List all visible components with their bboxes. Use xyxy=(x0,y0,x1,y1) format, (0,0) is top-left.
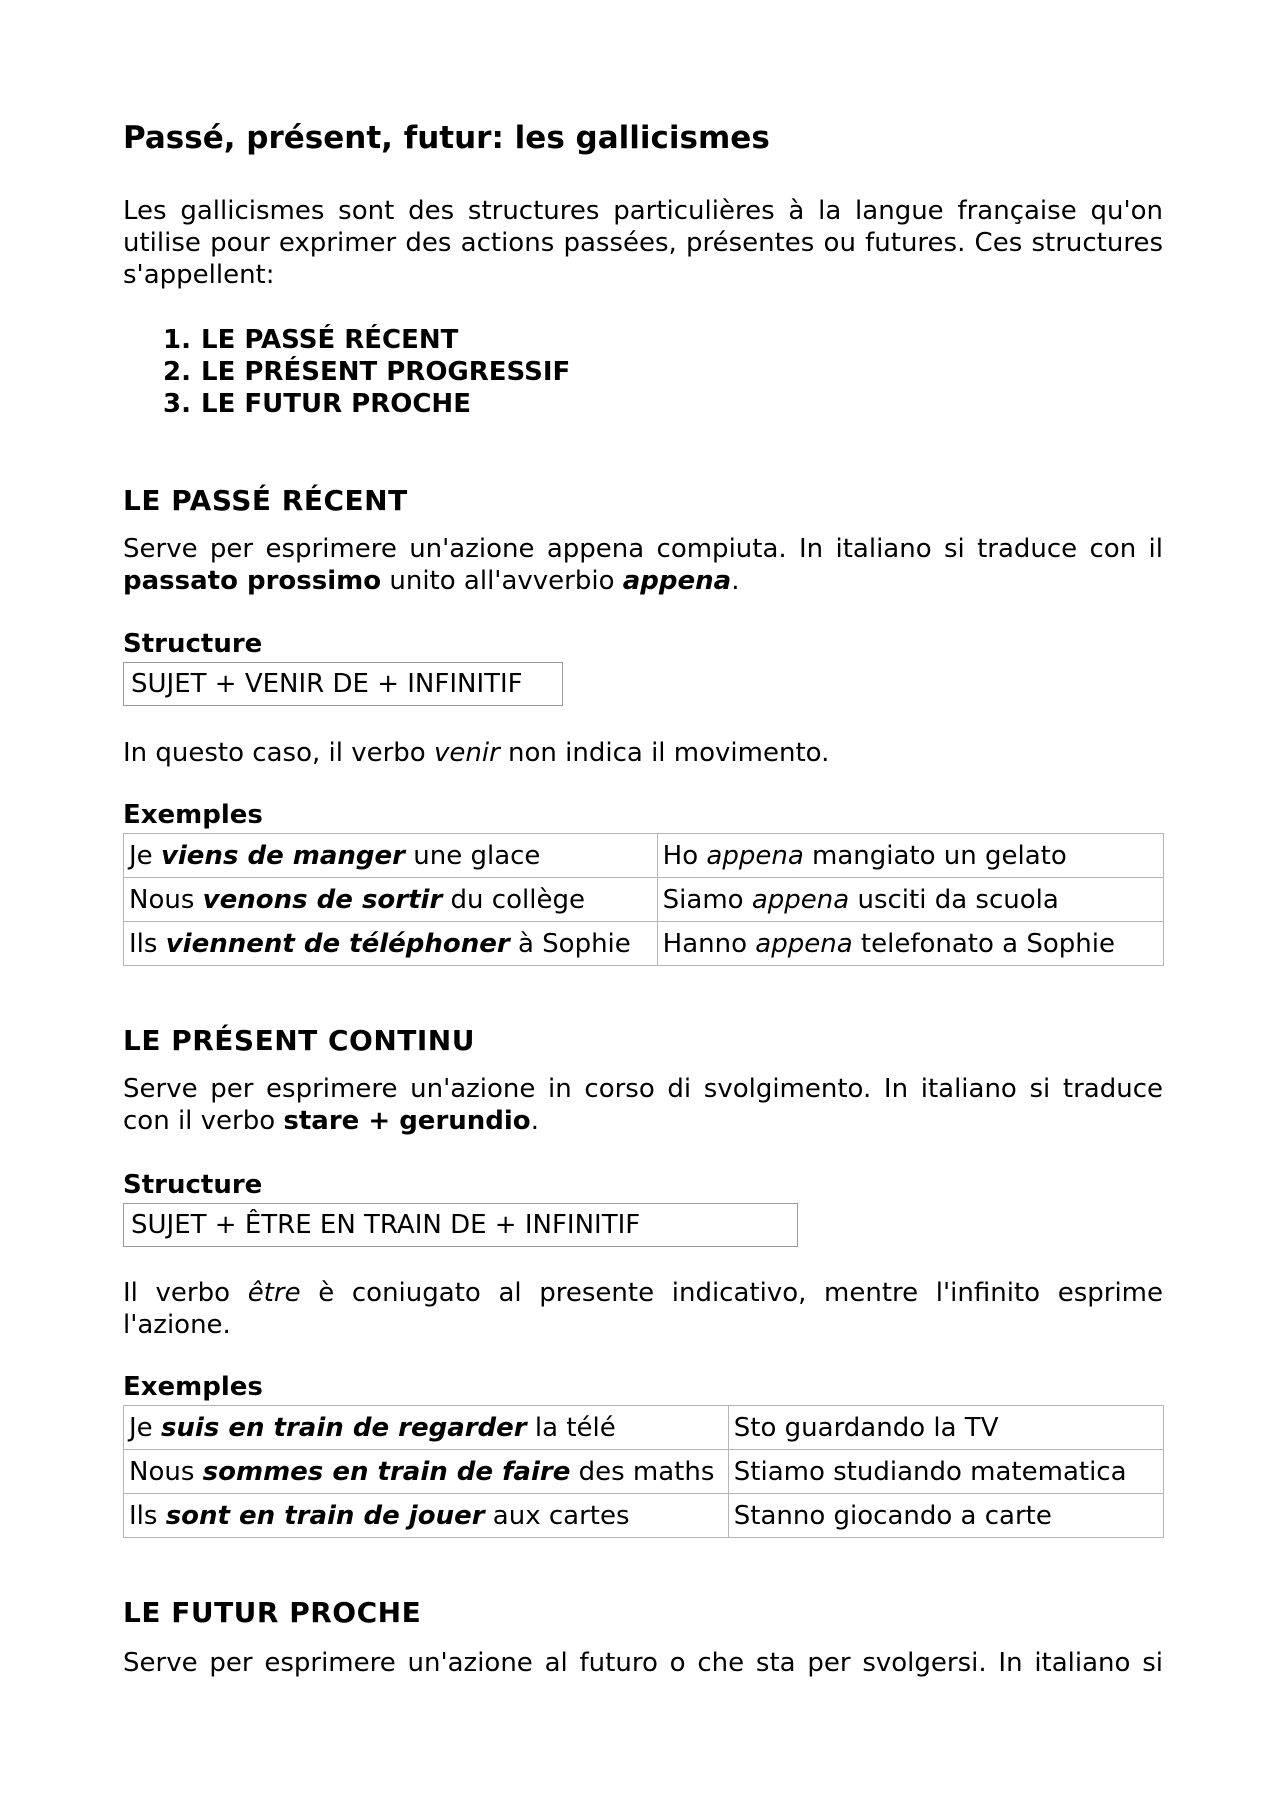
exemples-label: Exemples xyxy=(123,1372,263,1402)
table-row xyxy=(124,834,1164,878)
structure-box-present: SUJET + ÊTRE EN TRAIN DE + INFINITIF xyxy=(123,1203,798,1247)
futur-description: Serve per esprimere un'azione al futuro o che sta per svolgersi. In italiano si xyxy=(123,1648,1163,1678)
passe-description: Serve per esprimere un'azione appena compiuta. In italiano si traduce con il passato prossimo unito all'avverbio appena. xyxy=(123,534,1163,596)
italian-translation: Stiamo studiando matematica xyxy=(728,1450,1163,1494)
italian-translation: Siamo appena usciti da scuola xyxy=(657,878,1163,922)
page-title: Passé, présent, futur: les gallicismes xyxy=(123,120,770,156)
passe-note: In questo caso, il verbo venir non indica il movimento. xyxy=(123,738,830,768)
intro-paragraph: Les gallicismes sont des structures particulières à la langue française qu'on utilise pour exprimer des actions passées, présentes ou futures. Ces structures s'appellent: xyxy=(123,196,1163,290)
examples-table-passe xyxy=(123,833,1164,966)
table-row xyxy=(124,1450,1164,1494)
list-item: 3. LE FUTUR PROCHE xyxy=(163,389,471,419)
present-description: Serve per esprimere un'azione in corso di svolgimento. In italiano si traduce con il verbo stare + gerundio. xyxy=(123,1074,1163,1136)
list-item: 1. LE PASSÉ RÉCENT xyxy=(163,325,459,355)
table-row xyxy=(124,1494,1164,1538)
italian-translation: Ho appena mangiato un gelato xyxy=(657,834,1163,878)
gallicism-list xyxy=(163,324,570,420)
present-note: Il verbo être è coniugato al presente indicativo, mentre l'infinito esprime l'azione. xyxy=(123,1278,1163,1340)
section-heading-present-continu: LE PRÉSENT CONTINU xyxy=(123,1024,475,1057)
section-heading-futur-proche: LE FUTUR PROCHE xyxy=(123,1596,422,1629)
structure-label: Structure xyxy=(123,629,263,659)
table-row xyxy=(124,878,1164,922)
structure-label: Structure xyxy=(123,1170,263,1200)
list-item: 2. LE PRÉSENT PROGRESSIF xyxy=(163,357,571,387)
french-example: Ils sont en train de jouer aux cartes xyxy=(124,1494,729,1538)
section-heading-passe-recent: LE PASSÉ RÉCENT xyxy=(123,484,408,517)
structure-box-passe: SUJET + VENIR DE + INFINITIF xyxy=(123,662,563,706)
french-example: Nous venons de sortir du collège xyxy=(124,878,658,922)
italian-translation: Stanno giocando a carte xyxy=(728,1494,1163,1538)
french-example: Je suis en train de regarder la télé xyxy=(124,1406,729,1450)
exemples-label: Exemples xyxy=(123,800,263,830)
examples-table-present xyxy=(123,1405,1164,1538)
table-row xyxy=(124,1406,1164,1450)
italian-translation: Hanno appena telefonato a Sophie xyxy=(657,922,1163,966)
french-example: Nous sommes en train de faire des maths xyxy=(124,1450,729,1494)
table-row xyxy=(124,922,1164,966)
french-example: Je viens de manger une glace xyxy=(124,834,658,878)
french-example: Ils viennent de téléphoner à Sophie xyxy=(124,922,658,966)
italian-translation: Sto guardando la TV xyxy=(728,1406,1163,1450)
